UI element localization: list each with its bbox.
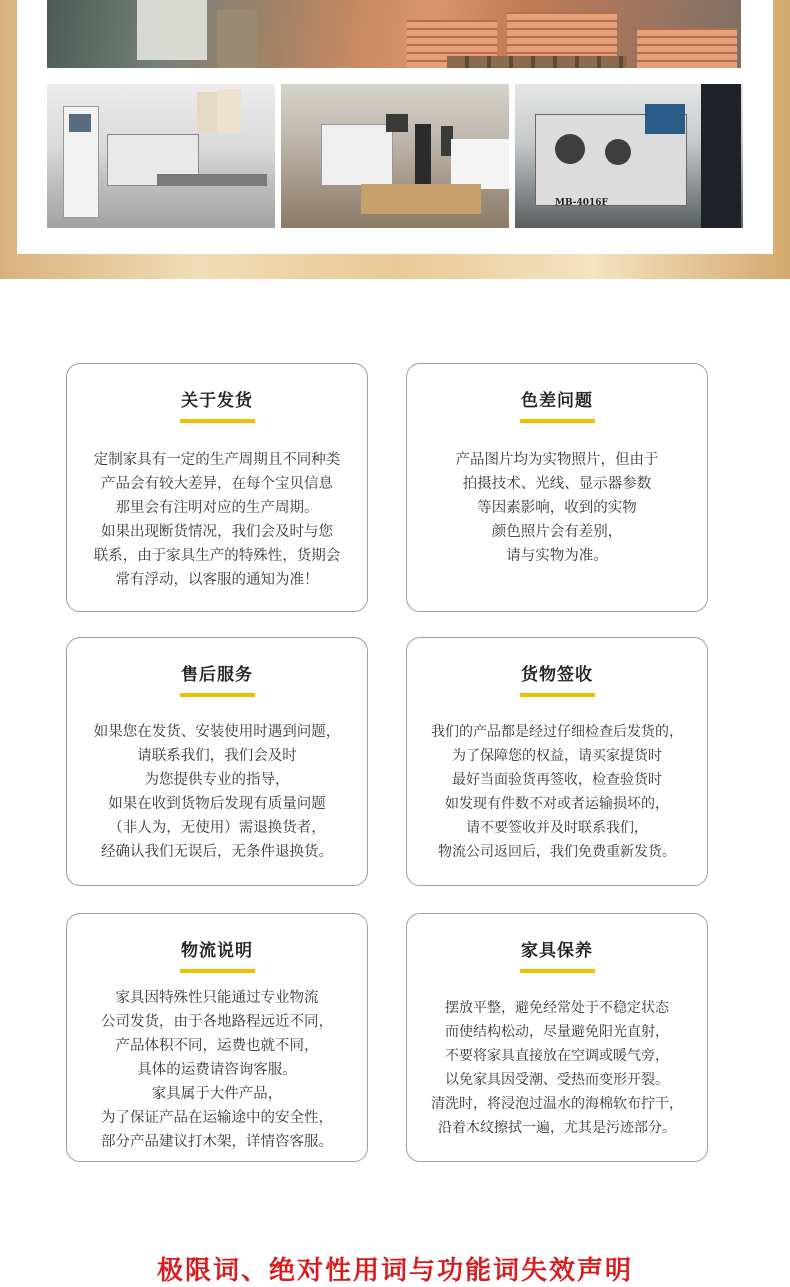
card-line: 不要将家具直接放在空调或暖气旁， [445,1048,669,1064]
card-line: 那里会有注明对应的生产周期。 [115,500,319,516]
card-line: 为您提供专业的指导， [144,772,290,788]
cnc-machine-photo [47,84,275,228]
card-furniture-care [406,913,708,1162]
card-line: 如果出现断货情况，我们会及时与您 [101,524,333,540]
card-line: 联系，由于家具生产的特殊性，货期会 [93,548,341,564]
card-body [411,720,703,864]
card-delivery-signing [406,637,708,886]
title-underline [520,419,595,423]
card-line: 为了保证产品在运输途中的安全性， [101,1110,333,1126]
card-line: （非人为，无使用）需退换货者， [108,820,326,836]
card-line: 物流公司返回后，我们免费重新发货。 [438,844,676,860]
card-line: 颜色照片会有差别， [491,524,623,540]
card-line: 具体的运费请咨询客服。 [137,1062,297,1078]
title-underline [180,969,255,973]
card-line: 为了保障您的权益，请买家提货时 [452,748,662,764]
card-line: 定制家具有一定的生产周期且不同种类 [93,452,341,468]
card-line: 经确认我们无误后，无条件退换货。 [101,844,333,860]
card-line: 拍摄技术、光线、显示器参数 [462,476,652,492]
card-title: 货物签收 [521,665,593,685]
card-after-sales [66,637,368,886]
factory-photo-frame [0,0,790,279]
card-line: 如果在收到货物后发现有质量问题 [108,796,326,812]
card-body [411,996,703,1140]
card-line: 等因素影响，收到的实物 [477,500,637,516]
card-title: 关于发货 [181,391,253,411]
card-title: 物流说明 [181,941,253,961]
card-line: 请不要签收并及时联系我们， [466,820,648,836]
card-line: 产品会有较大差异，在每个宝贝信息 [101,476,333,492]
factory-warehouse-photo [47,0,741,68]
title-underline [520,693,595,697]
card-body [77,986,357,1154]
card-title: 色差问题 [521,391,593,411]
panel-saw-photo [281,84,509,228]
title-underline [520,969,595,973]
card-line: 摆放平整，避免经常处于不稳定状态 [445,1000,669,1016]
card-line: 常有浮动，以客服的通知为准！ [115,572,319,588]
card-line: 请与实物为准。 [506,548,608,564]
card-line: 清洗时，将浸泡过温水的海棉软布拧干， [431,1096,683,1112]
disclaimer-title: 极限词、绝对性用词与功能词失效声明 [156,1256,633,1286]
card-line: 产品图片均为实物照片，但由于 [455,452,659,468]
card-line: 如果您在发货、安装使用时遇到问题， [93,724,341,740]
card-line: 我们的产品都是经过仔细检查后发货的， [431,724,683,740]
card-line: 最好当面验货再签收，检查验货时 [452,772,662,788]
card-line: 部分产品建议打木架，详情咨客服。 [101,1134,333,1150]
card-title: 家具保养 [521,941,593,961]
card-logistics [66,913,368,1162]
card-shipping [66,363,368,612]
machine-model-label: MB-4016F [555,198,608,208]
title-underline [180,419,255,423]
card-body [77,720,357,864]
card-title: 售后服务 [181,665,253,685]
card-line: 家具因特殊性只能通过专业物流 [115,990,319,1006]
card-line: 家具属于大件产品， [151,1086,283,1102]
card-color-difference [406,363,708,612]
title-underline [180,693,255,697]
card-body [417,448,697,568]
card-body [77,448,357,592]
card-line: 而使结构松动，尽量避免阳光直射， [445,1024,669,1040]
card-line: 公司发货，由于各地路程远近不同， [101,1014,333,1030]
moulder-machine-photo [515,84,743,228]
card-line: 以免家具因受潮、受热而变形开裂。 [445,1072,669,1088]
card-line: 如发现有件数不对或者运输损坏的， [445,796,669,812]
card-line: 产品体积不同，运费也就不同， [115,1038,319,1054]
card-line: 请联系我们，我们会及时 [137,748,297,764]
card-line: 沿着木纹擦拭一遍，尤其是污迹部分。 [438,1120,676,1136]
